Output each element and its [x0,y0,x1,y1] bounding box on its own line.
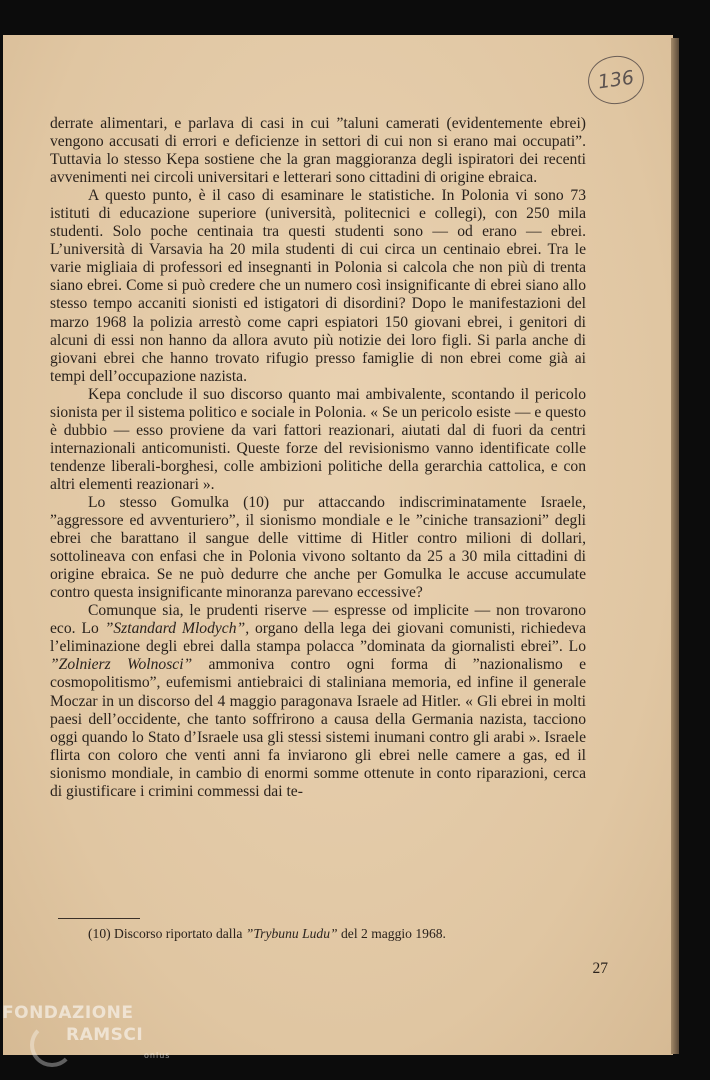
footnote-source-title: ”Trybunu Ludu” [245,926,338,941]
watermark-logo [2,1003,192,1075]
footnote [88,926,588,942]
page-number: 27 [592,960,608,977]
paragraph: derrate alimentari, e parlava di casi in cui ”taluni camerati (evidentemente ebrei) vengono accusati di errori e deficienze in settori di cui non si erano mai occupati”. Tuttavia lo stesso Kepa sostiene che la gran maggioranza degli ispiratori dei recenti avvenimenti nei circoli universitari e letterari sono cittadini di origine ebraica. [50,115,586,187]
watermark-line1: FONDAZIONE [2,1003,134,1023]
watermark-line2: RAMSCI [66,1025,144,1045]
watermark-line3: onlus [144,1051,171,1060]
text-run: ammoniva contro ogni forma di ”nazionalismo e cosmopolitismo”, eufemismi antiebraici di staliniana memoria, ed infine il generale Moczar in un discorso del 4 maggio paragonava Israele ad Hitler. « Gli ebrei in molti paesi dell’occidente, che tanto soffrirono a causa della Germania nazista, tacciono oggi quando lo Stato d’Israele usa gli stessi sistemi inumani contro gli arabi ». Israele flirta con coloro che venti anni fa inviarono gli ebrei nelle camere a gas, ed il sionismo mondiale, in cambio di enormi somme ottenute in conto riparazioni, cerca di giustificare i crimini commessi dai te- [50,656,586,800]
paragraph [50,602,586,801]
page-edge [671,38,679,1054]
body-text [50,115,586,801]
paragraph: A questo punto, è il caso di esaminare le statistiche. In Polonia vi sono 73 istituti di educazione superiore (università, politecnici e collegi), con 250 mila studenti. Solo poche centinaia tra questi studenti sono — od erano — ebrei. L’università di Varsavia ha 20 mila studenti di cui circa un centinaio ebrei. Tra le varie migliaia di professori ed insegnanti in Polonia si calcola che non più di trenta siano ebrei. Come si può credere che un numero così insignificante di ebrei siano allo stesso tempo accaniti sionisti ed istigatori di disordini? Dopo le manifestazioni del marzo 1968 la polizia arrestò come capri espiatori 150 giovani ebrei, i genitori di alcuni di essi non hanno da allora avuto più notizie dei loro figli. Si parla anche di giovani ebrei che hanno trovato rifugio presso famiglie di non ebrei come già ai tempi dell’occupazione nazista. [50,187,586,385]
text-run: organo della lega dei giovani comunisti, richiedeva l’eliminazione degli ebrei dalla stampa polacca ”dominata da giornalisti ebrei”. Lo [50,620,586,656]
archive-number: 136 [596,66,636,94]
text-run: Comunque sia, le prudenti riserve — espresse od implicite — non trovarono eco. Lo [50,602,586,638]
footnote-text: del 2 maggio 1968. [337,926,446,941]
newspaper-title-sztandard: ”Sztandard Mlodych”, [104,620,250,638]
paragraph: Lo stesso Gomulka (10) pur attaccando indiscriminatamente Israele, ”aggressore ed avventuriero”, il sionismo mondiale e le ”ciniche transazioni” degli ebrei che barattano il sangue delle vittime di Hitler contro milioni di dollari, sottolineava con enfasi che in Polonia vivono soltanto da 25 a 30 mila cittadini di origine ebraica. Se ne può dedurre che anche per Gomulka le accuse accumulate contro questa insignificante minoranza parevano eccessive? [50,493,586,602]
footnote-divider [58,918,140,919]
footnote-text: (10) Discorso riportato dalla [88,926,246,941]
paragraph: Kepa conclude il suo discorso quanto mai ambivalente, scontando il pericolo sionista per il sistema politico e sociale in Polonia. « Se un pericolo esiste — e questo è dubbio — esso proviene da vari fattori reazionari, aiutati dal di fuori da centri internazionali anticomunisti. Queste forze del revisionismo vanno identificate colle tendenze liberali-borghesi, colle ambizioni politiche della gerarchia cattolica, e con altri elementi reazionari ». [50,385,586,493]
newspaper-title-zolnierz: ”Zolnierz Wolnosci” [50,656,193,674]
